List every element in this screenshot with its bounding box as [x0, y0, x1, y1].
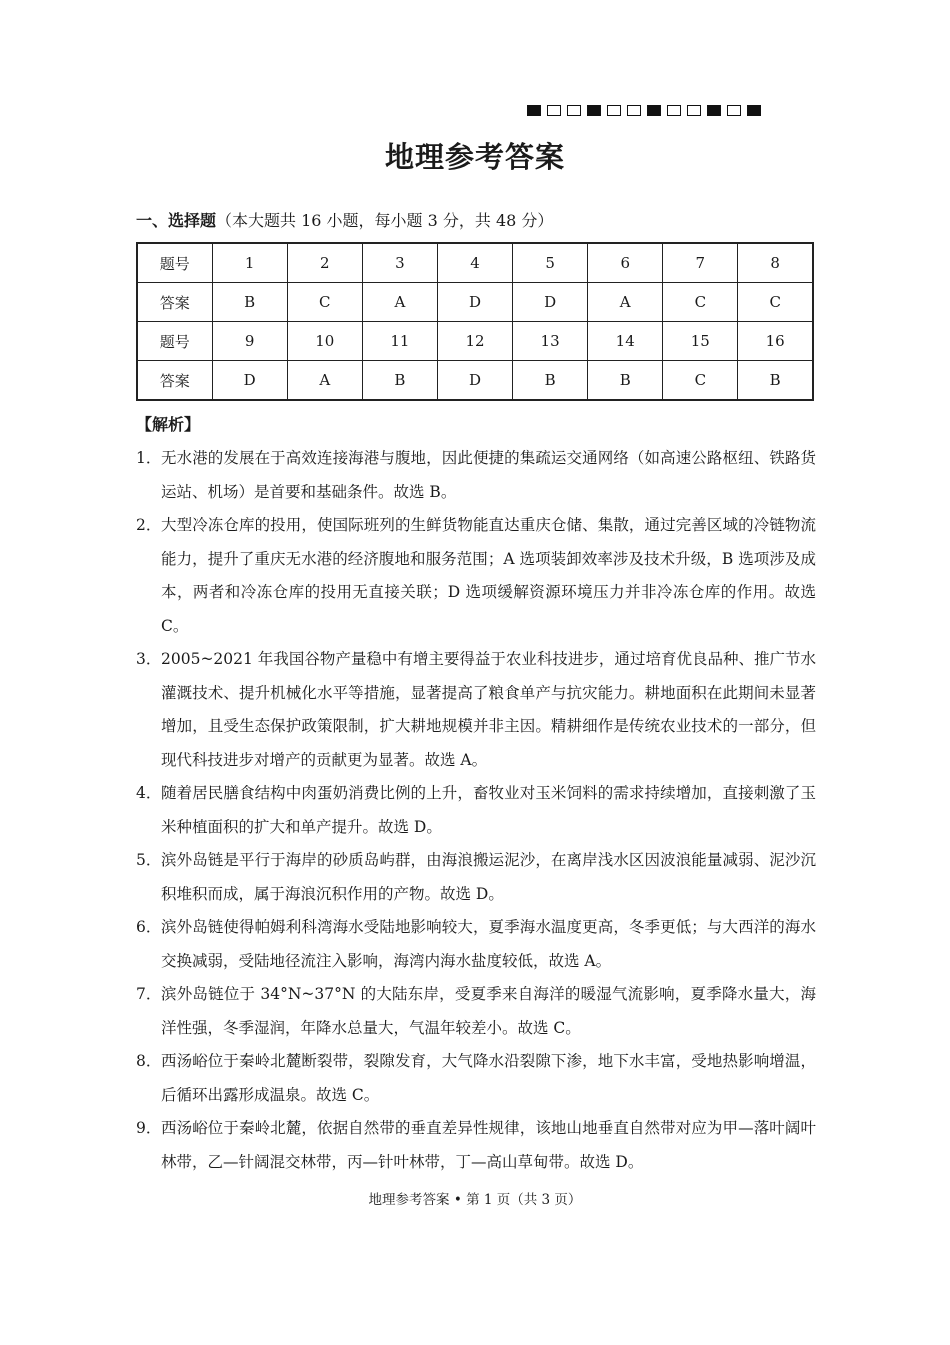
explanation-item [136, 1112, 816, 1179]
table-cell: C [663, 361, 738, 401]
header-mark [627, 105, 641, 116]
explanation-text: 大型冷冻仓库的投用，使国际班列的生鲜货物能直达重庆仓储、集散，通过完善区域的冷链物流能力，提升了重庆无水港的经济腹地和服务范围；A 选项装卸效率涉及技术升级，B 选项涉及成本，两者和冷冻仓库的投用无直接关联；D 选项缓解资源环境压力并非冷冻仓库的作用。故选 C。 [161, 516, 816, 635]
row-header-cell: 答案 [137, 361, 212, 401]
header-mark [527, 105, 541, 116]
explanation-item [136, 777, 816, 844]
page-title: 地理参考答案 [384, 140, 565, 174]
table-cell: 5 [513, 243, 588, 283]
table-cell: D [437, 361, 512, 401]
table-cell: C [663, 283, 738, 322]
table-cell: 4 [437, 243, 512, 283]
table-cell: 2 [287, 243, 362, 283]
header-mark [587, 105, 601, 116]
explanation-text: 无水港的发展在于高效连接海港与腹地，因此便捷的集疏运交通网络（如高速公路枢纽、铁路货运站、机场）是首要和基础条件。故选 B。 [161, 449, 816, 501]
table-cell: A [287, 361, 362, 401]
explanation-number: 6． [136, 918, 162, 936]
header-mark [707, 105, 721, 116]
section-note: （本大题共 16 小题，每小题 3 分，共 48 分） [216, 211, 554, 230]
table-cell: B [738, 361, 813, 401]
table-cell: 14 [588, 322, 663, 361]
explanation-item [136, 643, 816, 777]
table-row [137, 283, 813, 322]
header-mark [607, 105, 621, 116]
table-cell: 8 [738, 243, 813, 283]
analysis-label: 【解析】 [136, 415, 201, 434]
explanation-number: 5． [136, 851, 162, 869]
table-cell: B [588, 361, 663, 401]
section-title: 一、选择题 [136, 211, 217, 230]
table-cell: 1 [212, 243, 287, 283]
explanation-text: 2005~2021 年我国谷物产量稳中有增主要得益于农业科技进步，通过培育优良品种、推广节水灌溉技术、提升机械化水平等措施，显著提高了粮食单产与抗灾能力。耕地面积在此期间未显著增加，且受生态保护政策限制，扩大耕地规模并非主因。精耕细作是传统农业技术的一部分，但现代科技进步对增产的贡献更为显著。故选 A。 [161, 650, 816, 769]
table-cell: 9 [212, 322, 287, 361]
header-mark [687, 105, 701, 116]
explanation-number: 7． [136, 985, 162, 1003]
row-header-cell: 答案 [137, 283, 212, 322]
explanation-text: 滨外岛链是平行于海岸的砂质岛屿群，由海浪搬运泥沙，在离岸浅水区因波浪能量减弱、泥沙沉积堆积而成，属于海浪沉积作用的产物。故选 D。 [161, 851, 816, 903]
table-cell: 6 [588, 243, 663, 283]
explanation-text: 滨外岛链使得帕姆利科湾海水受陆地影响较大，夏季海水温度更高，冬季更低；与大西洋的海水交换减弱，受陆地径流注入影响，海湾内海水盐度较低，故选 A。 [161, 918, 816, 970]
explanation-number: 9． [136, 1119, 162, 1137]
table-row [137, 361, 813, 401]
explanation-number: 1． [136, 449, 162, 467]
answer-table [136, 242, 814, 401]
table-cell: B [362, 361, 437, 401]
explanation-number: 3． [136, 650, 162, 668]
header-mark [647, 105, 661, 116]
table-cell: 7 [663, 243, 738, 283]
header-mark [727, 105, 741, 116]
table-cell: C [738, 283, 813, 322]
header-mark [747, 105, 761, 116]
explanation-item [136, 911, 816, 978]
section-heading [136, 208, 553, 231]
explanation-number: 4． [136, 784, 162, 802]
table-cell: 13 [513, 322, 588, 361]
explanation-item [136, 1045, 816, 1112]
explanation-number: 8． [136, 1052, 162, 1070]
table-cell: A [588, 283, 663, 322]
header-mark [667, 105, 681, 116]
header-marks [527, 105, 761, 116]
table-cell: 12 [437, 322, 512, 361]
explanation-item [136, 442, 816, 509]
table-cell: B [212, 283, 287, 322]
table-cell: D [513, 283, 588, 322]
row-header-cell: 题号 [137, 243, 212, 283]
explanation-number: 2． [136, 516, 162, 534]
table-cell: 10 [287, 322, 362, 361]
table-cell: 15 [663, 322, 738, 361]
explanation-item [136, 844, 816, 911]
table-row [137, 243, 813, 283]
explanation-item [136, 978, 816, 1045]
explanation-text: 滨外岛链位于 34°N~37°N 的大陆东岸，受夏季来自海洋的暖湿气流影响，夏季降水量大，海洋性强，冬季湿润，年降水总量大，气温年较差小。故选 C。 [161, 985, 816, 1037]
table-row [137, 322, 813, 361]
table-cell: 16 [738, 322, 813, 361]
explanation-text: 西汤峪位于秦岭北麓，依据自然带的垂直差异性规律，该地山地垂直自然带对应为甲—落叶阔叶林带，乙—针阔混交林带，丙—针叶林带，丁—高山草甸带。故选 D。 [161, 1119, 816, 1171]
explanations-list [136, 442, 816, 1179]
table-cell: D [437, 283, 512, 322]
header-mark [567, 105, 581, 116]
explanation-item [136, 509, 816, 643]
table-cell: C [287, 283, 362, 322]
row-header-cell: 题号 [137, 322, 212, 361]
header-mark [547, 105, 561, 116]
page-footer: 地理参考答案 • 第 1 页（共 3 页） [368, 1192, 582, 1208]
table-cell: 3 [362, 243, 437, 283]
table-cell: B [513, 361, 588, 401]
table-cell: A [362, 283, 437, 322]
table-cell: D [212, 361, 287, 401]
explanation-text: 随着居民膳食结构中肉蛋奶消费比例的上升，畜牧业对玉米饲料的需求持续增加，直接刺激了玉米种植面积的扩大和单产提升。故选 D。 [161, 784, 816, 836]
table-cell: 11 [362, 322, 437, 361]
explanation-text: 西汤峪位于秦岭北麓断裂带，裂隙发育，大气降水沿裂隙下渗，地下水丰富，受地热影响增温，后循环出露形成温泉。故选 C。 [161, 1052, 816, 1104]
